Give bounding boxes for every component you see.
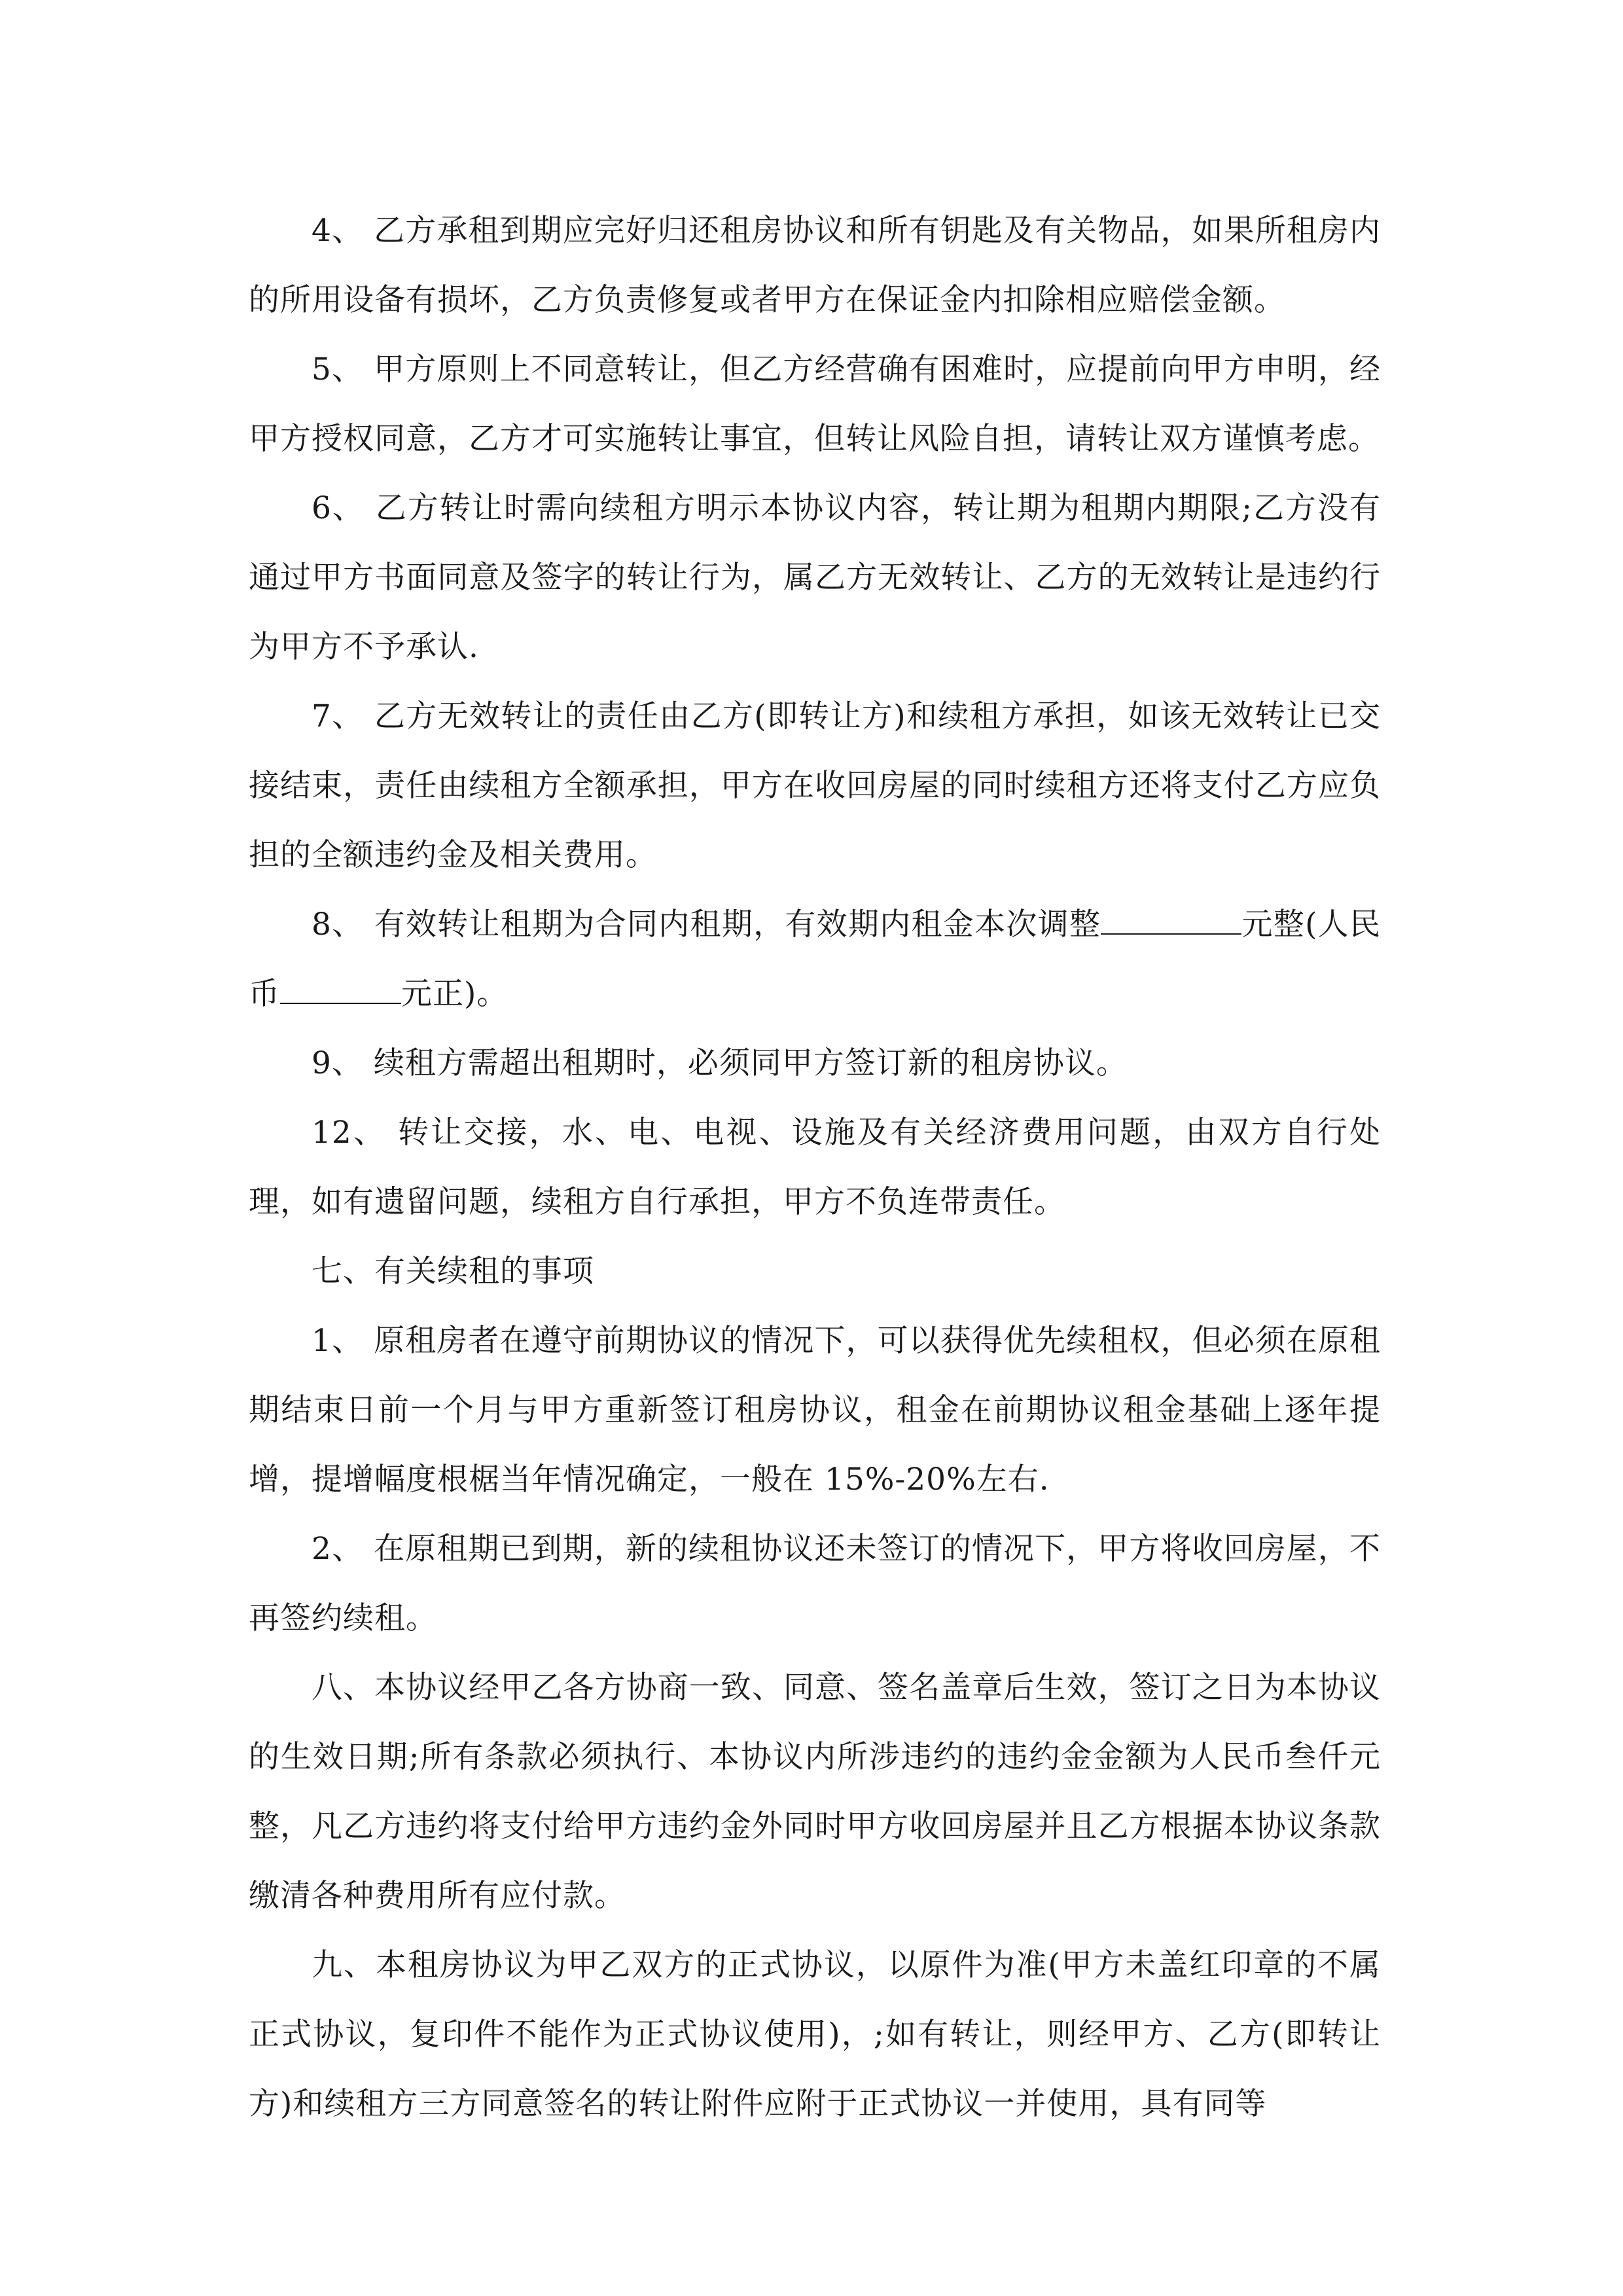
clause-6: 6、 乙方转让时需向续租方明示本协议内容，转让期为租期内期限;乙方没有通过甲方书面同意及签字的转让行为，属乙方无效转让、乙方的无效转让是违约行为甲方不予承认. — [249, 490, 1381, 665]
clause-4: 4、 乙方承租到期应完好归还租房协议和所有钥匙及有关物品，如果所租房内的所用设备有损坏，乙方负责修复或者甲方在保证金内扣除相应赔偿金额。 — [249, 213, 1381, 318]
clause-9: 9、 续租方需超出租期时，必须同甲方签订新的租房协议。 — [312, 1045, 1128, 1081]
rmb-amount-blank — [280, 977, 401, 1004]
clause-7: 7、 乙方无效转让的责任由乙方(即转让方)和续租方承担，如该无效转让已交接结束，责任由续租方全额承担，甲方在收回房屋的同时续租方还将支付乙方应负担的全额违约金及相关费用。 — [249, 698, 1381, 873]
section-7-heading: 七、有关续租的事项 — [312, 1253, 594, 1289]
clause-8-text-b: 元整(人民币 — [249, 906, 1381, 1012]
clause-5: 5、 甲方原则上不同意转让，但乙方经营确有困难时，应提前向甲方申明，经甲方授权同意，乙方才可实施转让事宜，但转让风险自担，请转让双方谨慎考虑。 — [249, 351, 1381, 457]
clause-8-text-a: 8、 有效转让租期为合同内租期，有效期内租金本次调整 — [312, 906, 1101, 942]
clause-8 — [249, 890, 1381, 1029]
clause-8-text-c: 元正)。 — [401, 976, 508, 1012]
rent-amount-blank — [1101, 907, 1241, 935]
section-8: 八、本协议经甲乙各方协商一致、同意、签名盖章后生效，签订之日为本协议的生效日期;所有条款必须执行、本协议内所涉违约的违约金金额为人民币叁仟元整，凡乙方违约将支付给甲方违约金外同时甲方收回房屋并且乙方根据本协议条款缴清各种费用所有应付款。 — [249, 1670, 1381, 1914]
clause-12: 12、 转让交接，水、电、电视、设施及有关经济费用问题，由双方自行处理，如有遗留问题，续租方自行承担，甲方不负连带责任。 — [249, 1115, 1381, 1220]
section-9: 九、本租房协议为甲乙双方的正式协议，以原件为准(甲方未盖红印章的不属正式协议，复印件不能作为正式协议使用)，;如有转让，则经甲方、乙方(即转让方)和续租方三方同意签名的转让附件应附于正式协议一并使用，具有同等 — [249, 1947, 1381, 2122]
section-7-clause-2: 2、 在原租期已到期，新的续租协议还未签订的情况下，甲方将收回房屋，不再签约续租。 — [249, 1531, 1381, 1636]
document-body — [249, 196, 1381, 2139]
section-7-clause-1: 1、 原租房者在遵守前期协议的情况下，可以获得优先续租权，但必须在原租期结束日前一个月与甲方重新签订租房协议，租金在前期协议租金基础上逐年提增，提增幅度根椐当年情况确定，一般在 15%-20%左右. — [249, 1323, 1381, 1498]
